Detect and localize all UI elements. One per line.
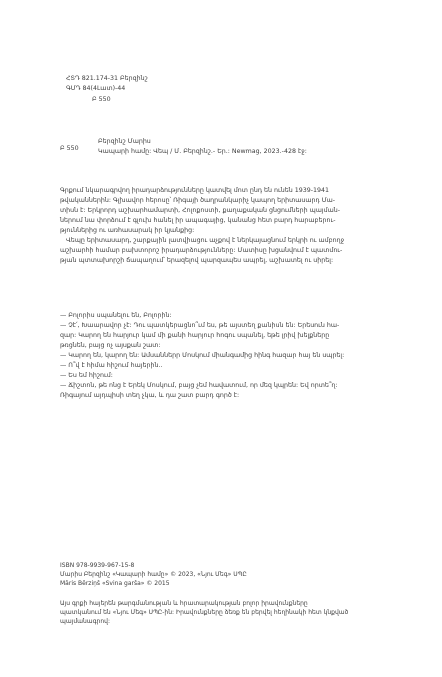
udc-code: ՀՏԴ 821.174-31 Բերզինշ [66,75,148,82]
annotation-line: ներում նա փորձում է գլուխ հանել իր ապագայից, կանանց հետ բարդ հարաբերու- [60,217,336,224]
annotation-line: Վեպը երիտասարդ, շարքային լատվիացու աչքով է ներկայացնում երկրի ու ամբողջ [66,237,345,244]
rights-line: Այս գրքի հայերեն թարգմանության և հրատարակության բոլոր իրավունքները [60,600,308,607]
catalog-description: Կապարի համը: Վեպ / Մ. Բերզինշ.- Եր.: Newmag, 2023.-428 էջ: [98,148,307,155]
isbn: ISBN 978-9939-967-15-8 [60,562,135,569]
dialogue-line: Ռիգայում այդպիսի տեղ չկա, և դա շատ բարդ գործ է: [60,392,240,399]
catalog-author: Բերզինշ Մարիս [98,138,151,145]
annotation-line: աշխարհի համար բախտորոշ իրադարձությունները: Մատիսը խցանվում է պատմու- [60,247,343,254]
author-mark: Բ 550 [92,96,111,103]
copyright-line: Māris Bērziņš «Svina garša» © 2015 [60,580,170,587]
annotation-line: տիսն է: Երկրորդ աշխարհամարտի, Հոլոքոստի, քաղաքական ցնցումների պայման- [60,207,340,214]
rights-line: պատկանում են «Նյու Մեգ» ՍՊԸ-ին: Իրավունքները ձեռք են բերվել հեղինակի հետ կնքված [60,609,349,616]
catalog-code: Բ 550 [60,145,79,152]
dialogue-line: զար: Կարող են հարյուր կամ մի քանի հարյուր հոգու սպանել, եթե լրիվ խելքները [60,332,330,339]
dialogue-line: — Չէ՛, Խաարավոր չէ: Դու պատկերացնո՞ւմ ես, թե այստեղ քանիսն են: Երեսուն հա- [60,322,340,329]
bbk-code: ԳՄԴ 84(4Լատ)-44 [66,85,126,92]
rights-line: պայմանագրով: [60,618,110,625]
annotation-line: թյան պտտախորշի ճապաղում՝ երազելով պարզապես ապրել, աշխատել ու սիրել: [60,257,334,264]
dialogue-line: թռցնեն, բայց ոչ այսքան շատ: [60,342,161,349]
dialogue-line: — Բոլորիս սպանելու են, Բոլորին: [60,312,172,319]
copyright-line: Մարիս Բերզինշ «Կապարի համը» © 2023, «Նյու Մեգ» ՍՊԸ [60,571,247,578]
dialogue-line: — Կարող են, կարող են: Ամսաններր Մոսկում միանգամից հինգ հազար հայ են սպրել: [60,352,345,359]
dialogue-line: — Ես եմ հիշում: [60,372,113,379]
annotation-line: թյուններից ու առհասարակ իր կյանքից: [60,227,195,234]
annotation-line: թվականներին: Գլխավոր հերոսը՝ Ռիգայի ծաղրանկարիչ կապող երիտասարդ Մա- [60,197,336,204]
annotation-line: Գրքում նկարագրվող իրադարձությունները կատվել մոտ ընդ են ունեն 1939-1941 [60,187,330,194]
dialogue-line: — Ո՞վ է հիմա հիշում հայերին.. [60,362,163,369]
dialogue-line: — Ճիշտոն, թե ոնց է Երեկ Մոսկում, բայց չեմ հավատում, որ մեզ կպրեն: Եվ որտե՞ղ: [60,382,338,389]
